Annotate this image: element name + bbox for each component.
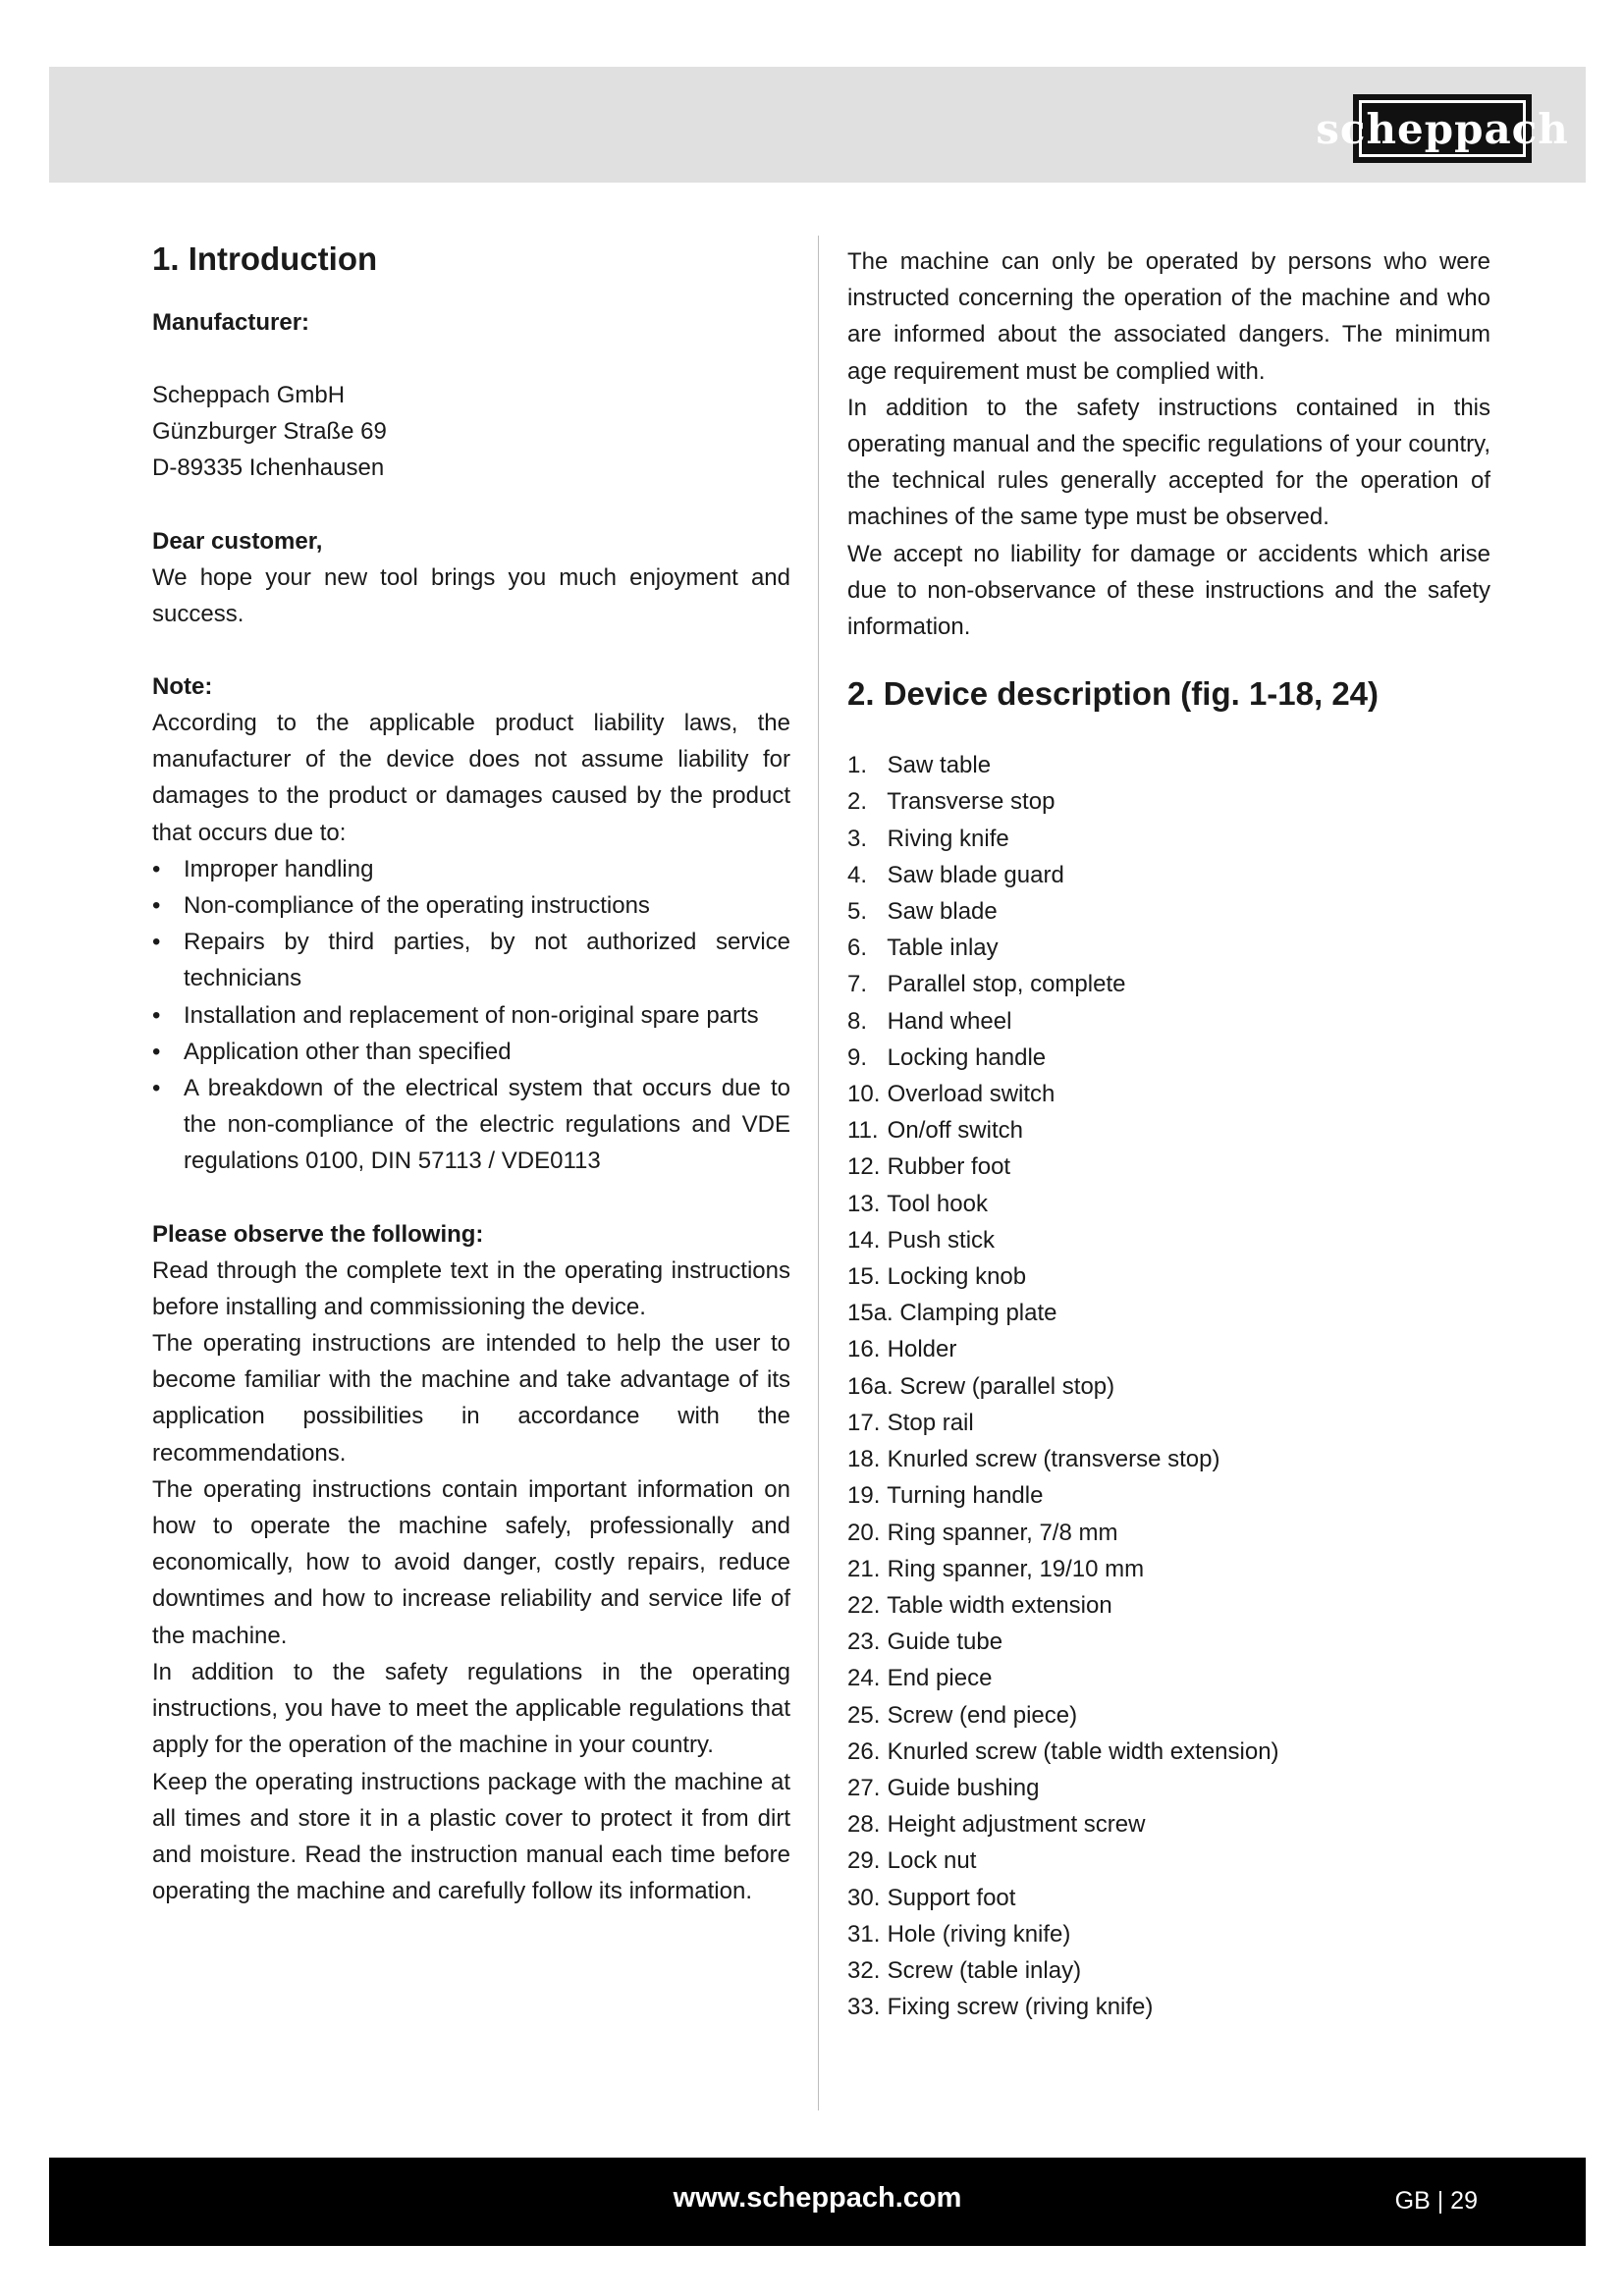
list-item: • Improper handling bbox=[152, 851, 790, 887]
list-item bbox=[847, 1989, 1490, 2025]
list-item bbox=[847, 1295, 1490, 1331]
part-number: 15. bbox=[847, 1263, 881, 1291]
note-bullets bbox=[152, 851, 790, 1180]
address-line: D-89335 Ichenhausen bbox=[152, 454, 385, 482]
part-label: Hand wheel bbox=[887, 1007, 1012, 1035]
part-label: Table inlay bbox=[887, 934, 999, 962]
part-number: 25. bbox=[847, 1701, 881, 1729]
part-number: 31. bbox=[847, 1920, 881, 1948]
list-item bbox=[847, 857, 1490, 893]
part-number: 16a. bbox=[847, 1372, 893, 1400]
part-number: 21. bbox=[847, 1555, 881, 1582]
part-number: 10. bbox=[847, 1081, 881, 1108]
part-number: 27. bbox=[847, 1774, 881, 1801]
list-item bbox=[847, 1697, 1490, 1734]
list-item bbox=[847, 1112, 1490, 1148]
intro-paragraph: In addition to the safety instructions contained in this operating manual and the specific regulations of your country, the technical rules generally accepted for the operation of machines of the same type must be observed. bbox=[847, 394, 1490, 531]
part-number: 19. bbox=[847, 1482, 881, 1510]
right-column bbox=[847, 236, 1490, 2025]
list-item bbox=[847, 1734, 1490, 1770]
list-item bbox=[847, 1624, 1490, 1660]
part-label: Fixing screw (riving knife) bbox=[887, 1994, 1154, 2021]
observe-paragraph: Keep the operating instructions package with the machine at all times and store it in a plastic cover to protect it from dirt and moisture. Read the instruction manual each time before operating the machine and carefully follow its information. bbox=[152, 1768, 790, 1905]
intro-title: 1. Introduction bbox=[152, 240, 378, 277]
list-item bbox=[847, 1952, 1490, 1989]
list-item: • Installation and replacement of non-original spare parts bbox=[152, 997, 790, 1034]
list-item bbox=[847, 1076, 1490, 1112]
list-item bbox=[847, 1515, 1490, 1551]
part-number: 16. bbox=[847, 1336, 881, 1363]
list-item bbox=[847, 1916, 1490, 1952]
list-item bbox=[847, 1148, 1490, 1185]
observe-paragraph: The operating instructions contain important information on how to operate the machine safely, professionally and economically, how to avoid danger, costly repairs, reduce downtimes and how to increase reliability and service life of the machine. bbox=[152, 1475, 790, 1649]
part-label: Saw table bbox=[887, 752, 992, 779]
list-item bbox=[847, 1258, 1490, 1295]
part-label: Holder bbox=[887, 1336, 957, 1363]
part-label: Parallel stop, complete bbox=[887, 971, 1126, 998]
part-label: Push stick bbox=[887, 1226, 996, 1254]
list-item bbox=[847, 1441, 1490, 1477]
dear-text: We hope your new tool brings you much enjoyment and success. bbox=[152, 563, 790, 627]
part-label: Table width extension bbox=[887, 1591, 1112, 1619]
part-label: Stop rail bbox=[887, 1409, 974, 1436]
list-item bbox=[847, 1368, 1490, 1405]
part-label: Guide tube bbox=[887, 1629, 1003, 1656]
part-label: Knurled screw (table width extension) bbox=[887, 1737, 1279, 1765]
observe-paragraph: Read through the complete text in the operating instructions before installing and commissioning the device. bbox=[152, 1256, 790, 1320]
footer-url[interactable]: www.scheppach.com bbox=[673, 2182, 962, 2214]
part-number: 6. bbox=[847, 934, 868, 962]
list-item bbox=[847, 747, 1490, 783]
footer bbox=[49, 2158, 1586, 2246]
part-number: 5. bbox=[847, 898, 868, 926]
list-item bbox=[847, 1806, 1490, 1842]
part-label: Locking knob bbox=[887, 1263, 1027, 1291]
list-item bbox=[847, 1186, 1490, 1222]
list-item bbox=[847, 1003, 1490, 1040]
part-label: Clamping plate bbox=[899, 1300, 1057, 1327]
part-number: 11. bbox=[847, 1117, 879, 1145]
list-item: • A breakdown of the electrical system that occurs due to the non-compliance of the electric regulations and VDE regulations 0100, DIN 57113 / VDE0113 bbox=[152, 1070, 790, 1180]
part-label: Overload switch bbox=[887, 1081, 1056, 1108]
part-number: 26. bbox=[847, 1737, 881, 1765]
list-item bbox=[847, 1331, 1490, 1367]
part-label: Height adjustment screw bbox=[887, 1811, 1146, 1839]
part-label: Hole (riving knife) bbox=[887, 1920, 1071, 1948]
part-number: 13. bbox=[847, 1190, 881, 1217]
part-number: 1. bbox=[847, 752, 868, 779]
part-number: 23. bbox=[847, 1629, 881, 1656]
list-item bbox=[847, 1880, 1490, 1916]
part-label: Tool hook bbox=[887, 1190, 988, 1217]
part-label: Rubber foot bbox=[887, 1153, 1011, 1181]
part-number: 18. bbox=[847, 1446, 881, 1473]
intro-paragraph: The machine can only be operated by persons who were instructed concerning the operation of the machine and who are informed about the associated dangers. The minimum age requirement must be complied with. bbox=[847, 248, 1490, 385]
part-number: 33. bbox=[847, 1994, 881, 2021]
list-item bbox=[847, 930, 1490, 966]
part-label: Locking handle bbox=[887, 1043, 1047, 1071]
list-item bbox=[847, 1842, 1490, 1879]
part-number: 29. bbox=[847, 1847, 881, 1875]
part-label: Knurled screw (transverse stop) bbox=[887, 1446, 1220, 1473]
list-item bbox=[847, 1222, 1490, 1258]
observe-paragraph: In addition to the safety regulations in the operating instructions, you have to meet the applicable regulations that apply for the operation of the machine in your country. bbox=[152, 1658, 790, 1759]
part-number: 20. bbox=[847, 1519, 881, 1546]
part-label: Screw (end piece) bbox=[887, 1701, 1078, 1729]
part-number: 9. bbox=[847, 1043, 868, 1071]
address-line: Scheppach GmbH bbox=[152, 382, 346, 408]
part-number: 32. bbox=[847, 1956, 881, 1984]
part-number: 15a. bbox=[847, 1300, 893, 1327]
note-heading: Note: bbox=[152, 673, 213, 701]
part-label: On/off switch bbox=[887, 1117, 1023, 1145]
left-column bbox=[152, 236, 790, 1909]
note-text: According to the applicable product liability laws, the manufacturer of the device does not assume liability for damages to the product or damages caused by the product that occurs due to: bbox=[152, 710, 790, 846]
list-item bbox=[847, 1770, 1490, 1806]
part-label: Screw (parallel stop) bbox=[899, 1372, 1115, 1400]
part-label: Saw blade guard bbox=[887, 861, 1064, 888]
list-item bbox=[847, 1551, 1490, 1587]
list-item bbox=[847, 1040, 1490, 1076]
part-number: 4. bbox=[847, 861, 868, 888]
part-number: 30. bbox=[847, 1884, 881, 1911]
list-item bbox=[847, 821, 1490, 857]
list-item: • Repairs by third parties, by not authorized service technicians bbox=[152, 924, 790, 996]
part-label: Ring spanner, 7/8 mm bbox=[887, 1519, 1118, 1546]
address-line: Günzburger Straße 69 bbox=[152, 418, 387, 446]
list-item: • Application other than specified bbox=[152, 1034, 790, 1070]
header-band bbox=[49, 67, 1586, 183]
part-label: Lock nut bbox=[887, 1847, 977, 1875]
device-description-title: 2. Device description (fig. 1-18, 24) bbox=[847, 675, 1380, 713]
list-item bbox=[847, 1405, 1490, 1441]
part-label: Screw (table inlay) bbox=[887, 1956, 1082, 1984]
part-number: 3. bbox=[847, 825, 868, 852]
part-label: Guide bushing bbox=[887, 1774, 1040, 1801]
column-divider bbox=[818, 236, 819, 2110]
list-item bbox=[847, 966, 1490, 1002]
part-number: 14. bbox=[847, 1226, 881, 1254]
part-number: 22. bbox=[847, 1591, 881, 1619]
intro-paragraph: We accept no liability for damage or accidents which arise due to non-observance of these instructions and the safety information. bbox=[847, 540, 1490, 641]
part-number: 24. bbox=[847, 1665, 881, 1692]
part-number: 2. bbox=[847, 788, 868, 816]
list-item: • Non-compliance of the operating instructions bbox=[152, 887, 790, 924]
observe-paragraph: The operating instructions are intended to help the user to become familiar with the machine and take advantage of its application possibilities in accordance with the recommendations. bbox=[152, 1330, 790, 1467]
part-label: Saw blade bbox=[887, 898, 998, 926]
list-item bbox=[847, 1660, 1490, 1696]
part-number: 28. bbox=[847, 1811, 881, 1839]
part-label: Transverse stop bbox=[887, 788, 1056, 816]
part-number: 12. bbox=[847, 1153, 881, 1181]
dear-heading: Dear customer, bbox=[152, 527, 323, 555]
list-item bbox=[847, 893, 1490, 930]
part-label: End piece bbox=[887, 1665, 993, 1692]
part-number: 17. bbox=[847, 1409, 881, 1436]
part-number: 7. bbox=[847, 971, 868, 998]
manufacturer-heading: Manufacturer: bbox=[152, 309, 310, 336]
list-item bbox=[847, 1587, 1490, 1624]
brand-logo: scheppach bbox=[1353, 94, 1532, 163]
part-number: 8. bbox=[847, 1007, 868, 1035]
part-label: Support foot bbox=[887, 1884, 1016, 1911]
part-label: Ring spanner, 19/10 mm bbox=[887, 1555, 1145, 1582]
parts-list bbox=[847, 747, 1490, 2025]
part-label: Riving knife bbox=[887, 825, 1009, 852]
list-item bbox=[847, 783, 1490, 820]
list-item bbox=[847, 1477, 1490, 1514]
observe-heading: Please observe the following: bbox=[152, 1220, 484, 1248]
page-number: GB | 29 bbox=[1394, 2187, 1478, 2215]
part-label: Turning handle bbox=[887, 1482, 1044, 1510]
